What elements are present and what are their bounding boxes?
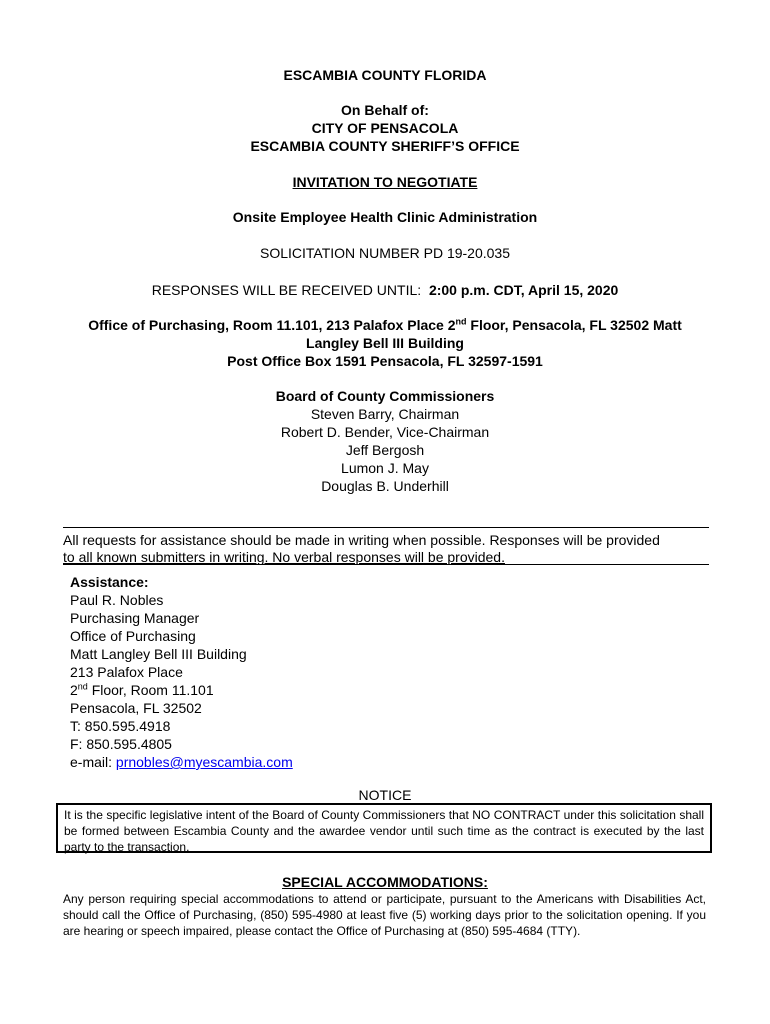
contact-floor — [70, 681, 214, 699]
requests-line1: All requests for assistance should be made in writing when possible. Responses will be provided — [63, 532, 660, 548]
office-address-text: Office of Purchasing, Room 11.101, 213 Palafox Place 2 — [88, 317, 456, 333]
office-address-line3: Post Office Box 1591 Pensacola, FL 32597-1591 — [227, 353, 543, 369]
notice-text: It is the specific legislative intent of the Board of County Commissioners that NO CONTRACT under this solicitation shall be formed between Escambia County and the awardee vendor until such time as the contract is executed by the last party to the transaction. — [64, 808, 704, 854]
contact-phone: T: 850.595.4918 — [70, 718, 171, 734]
ordinal-suffix: nd — [455, 316, 467, 327]
board-member: Lumon J. May — [341, 460, 429, 476]
board-member: Douglas B. Underhill — [321, 478, 449, 494]
requests-line2: to all known submitters in writing. No verbal responses will be provided. — [63, 549, 505, 565]
solicitation-number: SOLICITATION NUMBER PD 19-20.035 — [260, 245, 510, 261]
accommodations-text: Any person requiring special accommodations to attend or participate, pursuant to the Americans with Disabilities Act, should call the Office of Purchasing, (850) 595-4980 at least five (5) working days prior to the solicitation opening. If you are hearing or speech impaired, please contact the Office of Purchasing at (850) 595-4684 (TTY). — [63, 892, 706, 938]
deadline-value: 2:00 p.m. CDT, April 15, 2020 — [428, 282, 619, 298]
city-name: CITY OF PENSACOLA — [311, 120, 459, 136]
board-member: Jeff Bergosh — [345, 442, 425, 458]
contact-building: Matt Langley Bell III Building — [70, 646, 247, 662]
email-link[interactable]: prnobles@myescambia.com — [115, 754, 293, 770]
office-address-line1 — [0, 316, 770, 334]
email-label: e-mail: — [70, 754, 116, 770]
floor-number: 2 — [70, 682, 78, 698]
document-subject: Onsite Employee Health Clinic Administration — [232, 209, 538, 225]
contact-email-row — [70, 753, 293, 771]
notice-heading: NOTICE — [358, 787, 412, 803]
deadline-label: RESPONSES WILL BE RECEIVED UNTIL: — [151, 282, 422, 298]
contact-city: Pensacola, FL 32502 — [70, 700, 202, 716]
county-heading: ESCAMBIA COUNTY FLORIDA — [283, 67, 487, 83]
on-behalf-label: On Behalf of: — [341, 102, 429, 118]
contact-fax: F: 850.595.4805 — [70, 736, 172, 752]
contact-office: Office of Purchasing — [70, 628, 196, 644]
assistance-heading: Assistance: — [70, 574, 149, 590]
divider-top — [63, 527, 709, 528]
sheriff-office: ESCAMBIA COUNTY SHERIFF’S OFFICE — [250, 138, 520, 154]
office-address-line2: Langley Bell III Building — [306, 335, 464, 351]
notice-box — [56, 803, 712, 853]
board-member: Steven Barry, Chairman — [310, 406, 460, 422]
divider-bottom — [63, 564, 709, 565]
contact-street: 213 Palafox Place — [70, 664, 183, 680]
response-deadline — [0, 281, 770, 299]
contact-title: Purchasing Manager — [70, 610, 200, 626]
office-address-text-cont: Floor, Pensacola, FL 32502 Matt — [466, 317, 682, 333]
board-heading: Board of County Commissioners — [275, 388, 495, 404]
board-member: Robert D. Bender, Vice-Chairman — [280, 424, 490, 440]
ordinal-suffix: nd — [77, 681, 88, 692]
document-title: INVITATION TO NEGOTIATE — [292, 174, 478, 190]
contact-name: Paul R. Nobles — [70, 592, 164, 608]
floor-room: Floor, Room 11.101 — [87, 682, 214, 698]
accommodations-heading: SPECIAL ACCOMMODATIONS: — [282, 874, 488, 890]
